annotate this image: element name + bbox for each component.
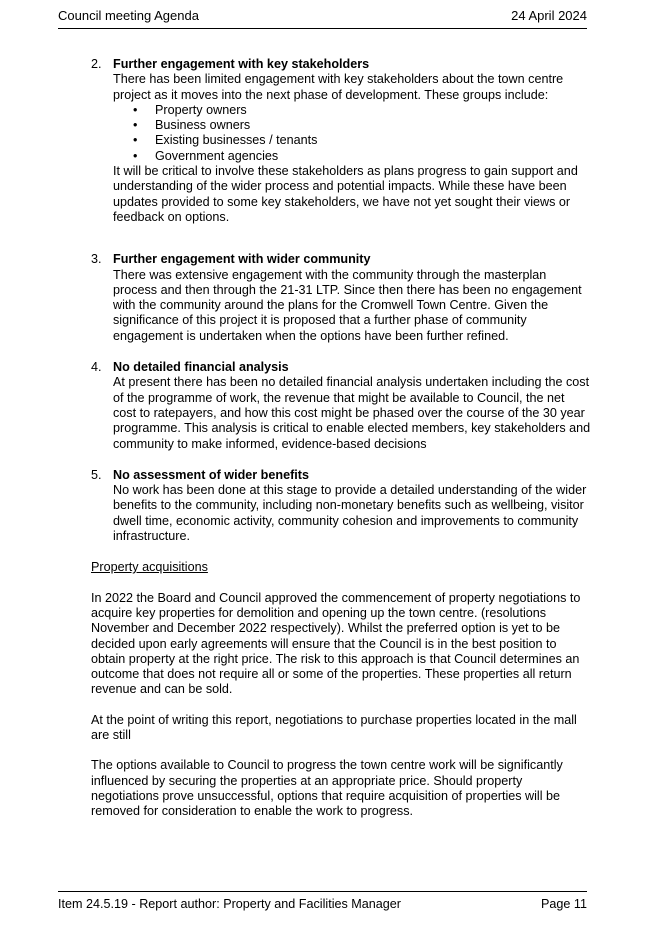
numbered-item-4	[91, 360, 591, 452]
item-number: 4.	[91, 360, 102, 375]
paragraph: In 2022 the Board and Council approved the commencement of property negotiations to acquire key properties for demolition and opening up the town centre. (resolutions November and December 2022 respectively). Whilst the preferred option is yet to be decided upon early agreements will ensure that the Council is in the best position to obtain property at the right price. The risk to this approach is that Council determines an outcome that does not require all or some of the properties. These properties all return revenue and can be sold.	[91, 590, 581, 697]
numbered-item-3	[91, 252, 591, 344]
section-heading-property-acquisitions: Property acquisitions	[91, 560, 208, 575]
numbered-item-5	[91, 468, 591, 544]
item-body: There was extensive engagement with the community through the masterplan process and then through the 21-31 LTP. Since then there has been no engagement with the community around the plans for the Cromwell Town Centre. Given the significance of this project it is proposed that a further phase of community engagement is undertaken when the options have been further refined.	[113, 267, 582, 343]
stakeholder-list	[113, 103, 591, 164]
paragraph: The options available to Council to progress the town centre work will be significantly influenced by securing the properties at an appropriate price. Should property negotiations prove unsuccessful, options that require acquisition of properties will be removed for consideration to enable the work to progress.	[91, 758, 563, 819]
page-number: Page 11	[541, 897, 587, 911]
item-number: 5.	[91, 467, 102, 482]
item-heading: No detailed financial analysis	[113, 360, 289, 375]
document-title: Council meeting Agenda	[58, 8, 199, 23]
list-item: • Property owners	[133, 102, 247, 117]
item-body: No work has been done at this stage to provide a detailed understanding of the wider benefits to the community, including non-monetary benefits such as wellbeing, visitor dwell time, economic activity, community cohesion and improvements to community infrastructure.	[113, 483, 587, 544]
bullet-glyph: •	[133, 148, 138, 163]
list-item: • Government agencies	[133, 148, 279, 163]
paragraph: At the point of writing this report, negotiations to purchase properties located in the mall are still	[91, 712, 577, 742]
item-intro: There has been limited engagement with key stakeholders about the town centre project as it moves into the next phase of development. These groups include:	[113, 72, 564, 102]
list-item: • Business owners	[133, 118, 251, 133]
item-heading: Further engagement with key stakeholders	[113, 57, 370, 71]
numbered-item-2	[91, 57, 591, 225]
item-body: It will be critical to involve these stakeholders as plans progress to gain support and understanding of the wider process and potential impacts. While these have been updates provided to some key stakeholders, we have not yet sought their views or feedback on options.	[113, 164, 578, 224]
meeting-date: 24 April 2024	[511, 8, 587, 23]
item-number: 2.	[91, 57, 102, 71]
item-number: 3.	[91, 252, 102, 267]
bullet-glyph: •	[133, 118, 138, 133]
item-body: At present there has been no detailed financial analysis undertaken including the cost of the programme of work, the revenue that might be available to Council, the net cost to ratepayers, and how this cost might be phased over the course of the 30 year programme. This analysis is critical to enable elected members, key stakeholders and community to make informed, evidence-based decisions	[113, 375, 591, 451]
bullet-glyph: •	[133, 133, 138, 148]
document-body	[91, 57, 591, 819]
report-author: Item 24.5.19 - Report author: Property and Facilities Manager	[58, 897, 402, 911]
item-heading: Further engagement with wider community	[113, 252, 371, 267]
page-header	[58, 8, 587, 29]
list-item: • Existing businesses / tenants	[133, 133, 318, 148]
item-heading: No assessment of wider benefits	[113, 467, 309, 482]
page-footer	[58, 891, 587, 911]
bullet-glyph: •	[133, 102, 138, 117]
